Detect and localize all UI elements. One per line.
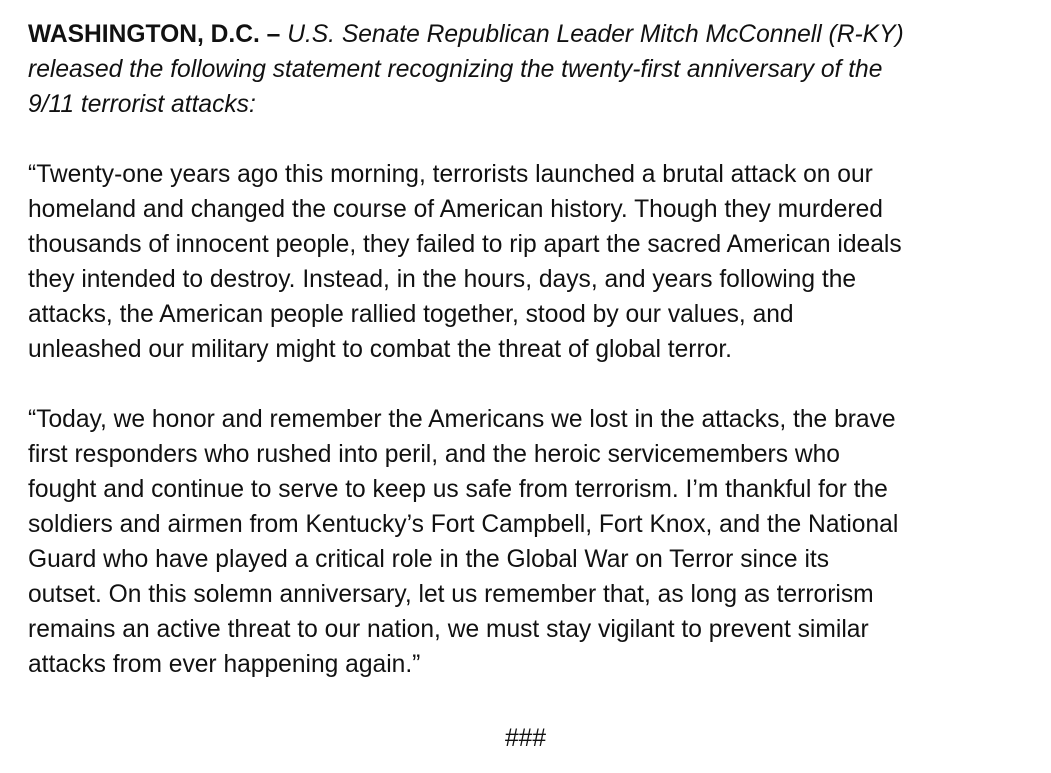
paragraph-line: “Today, we honor and remember the Americans we lost in the attacks, the brave xyxy=(28,406,896,433)
paragraph-line: attacks, the American people rallied together, stood by our values, and xyxy=(28,301,794,328)
lede-line xyxy=(28,17,1031,52)
paragraph-line: thousands of innocent people, they failed to rip apart the sacred American ideals xyxy=(28,231,902,258)
paragraph-line: first responders who rushed into peril, and the heroic servicemembers who xyxy=(28,441,840,468)
paragraph-line: remains an active threat to our nation, we must stay vigilant to prevent similar xyxy=(28,616,869,643)
paragraph-line: outset. On this solemn anniversary, let us remember that, as long as terrorism xyxy=(28,581,874,608)
paragraph-spacer xyxy=(28,122,1031,157)
paragraph-line: they intended to destroy. Instead, in the hours, days, and years following the xyxy=(28,266,857,293)
lede-line-text: U.S. Senate Republican Leader Mitch McConnell (R-KY) xyxy=(287,21,904,48)
quote-paragraph-2 xyxy=(28,402,1031,682)
paragraph-line: “Twenty-one years ago this morning, terrorists launched a brutal attack on our xyxy=(28,161,873,188)
paragraph-line: Guard who have played a critical role in the Global War on Terror since its xyxy=(28,546,830,573)
paragraph-line: soldiers and airmen from Kentucky’s Fort Campbell, Fort Knox, and the National xyxy=(28,511,899,538)
lede-line: 9/11 terrorist attacks: xyxy=(28,91,256,118)
dateline: WASHINGTON, D.C. – xyxy=(28,21,281,48)
paragraph-line: fought and continue to serve to keep us safe from terrorism. I’m thankful for the xyxy=(28,476,888,503)
paragraph-spacer xyxy=(28,367,1031,402)
paragraph-line: unleashed our military might to combat the threat of global terror. xyxy=(28,336,733,363)
lede-line: released the following statement recognizing the twenty-first anniversary of the xyxy=(28,56,883,83)
quote-paragraph-1 xyxy=(28,157,1031,367)
paragraph-line: attacks from ever happening again.” xyxy=(28,651,421,678)
lede-paragraph xyxy=(28,17,1031,122)
end-mark: ### xyxy=(504,725,547,752)
paragraph-line: homeland and changed the course of American history. Though they murdered xyxy=(28,196,883,223)
